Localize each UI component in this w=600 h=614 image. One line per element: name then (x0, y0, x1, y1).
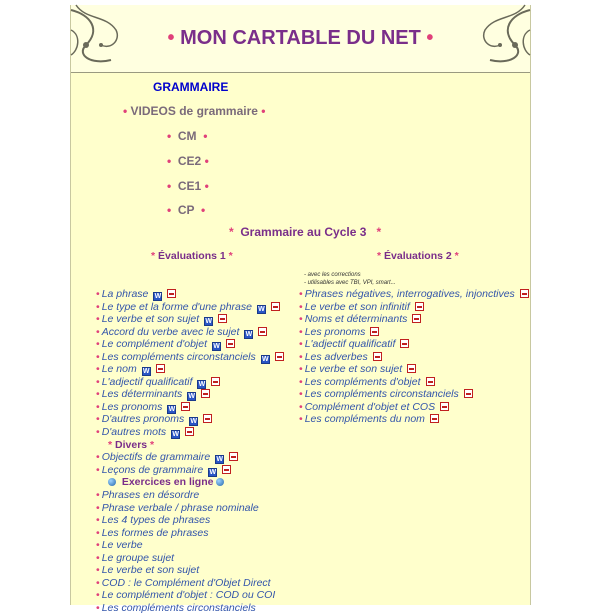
list-item[interactable]: • Les compléments du nom (299, 413, 529, 426)
list-item[interactable]: • D'autres pronoms W (96, 413, 284, 426)
level-ce2-link[interactable]: • CE2 • (167, 154, 209, 168)
page-container (70, 5, 531, 605)
word-doc-icon[interactable]: W (167, 405, 176, 414)
list-item[interactable]: • Objectifs de grammaire W (96, 451, 238, 464)
list-item[interactable]: • L'adjectif qualificatif (299, 338, 529, 351)
level-ce1-link[interactable]: • CE1 • (167, 179, 209, 193)
pdf-doc-icon[interactable] (520, 289, 529, 298)
pdf-doc-icon[interactable] (226, 339, 235, 348)
evaluations2-note-corrections: - avec les corrections (304, 272, 361, 278)
list-item[interactable]: • Le verbe et son sujet (299, 363, 529, 376)
divers-title: * Divers * (108, 439, 154, 451)
pdf-doc-icon[interactable] (400, 339, 409, 348)
list-item[interactable]: • Les formes de phrases (96, 527, 275, 540)
pdf-doc-icon[interactable] (201, 389, 210, 398)
pdf-doc-icon[interactable] (203, 414, 212, 423)
pdf-doc-icon[interactable] (229, 452, 238, 461)
list-item[interactable]: • Le type et la forme d'une phrase W (96, 301, 284, 314)
pdf-doc-icon[interactable] (271, 302, 280, 311)
word-doc-icon[interactable]: W (197, 380, 206, 389)
pdf-doc-icon[interactable] (218, 314, 227, 323)
word-doc-icon[interactable]: W (244, 330, 253, 339)
list-item[interactable]: • Noms et déterminants (299, 313, 529, 326)
word-doc-icon[interactable]: W (208, 468, 217, 477)
pdf-doc-icon[interactable] (464, 389, 473, 398)
evaluations2-title: * Évaluations 2 * (377, 250, 459, 262)
list-item[interactable]: • Le verbe et son infinitif (299, 301, 529, 314)
word-doc-icon[interactable]: W (212, 342, 221, 351)
pdf-doc-icon[interactable] (258, 327, 267, 336)
pdf-doc-icon[interactable] (373, 352, 382, 361)
pdf-doc-icon[interactable] (440, 402, 449, 411)
exercices-list (96, 489, 275, 614)
list-item[interactable]: • Les compléments circonstanciels (299, 388, 529, 401)
list-item[interactable]: • Complément d'objet et COS (299, 401, 529, 414)
level-cm-link[interactable]: • CM • (167, 129, 207, 143)
list-item[interactable]: • Phrase verbale / phrase nominale (96, 502, 275, 515)
list-item[interactable]: • Le complément d'objet W (96, 338, 284, 351)
word-doc-icon[interactable]: W (153, 292, 162, 301)
list-item[interactable]: • Les adverbes (299, 351, 529, 364)
evaluations1-list (96, 288, 284, 438)
videos-link[interactable]: • VIDEOS de grammaire • (123, 104, 265, 118)
list-item[interactable]: • Le verbe (96, 539, 275, 552)
ornament-right-icon (470, 5, 530, 72)
level-cp-link[interactable]: • CP • (167, 203, 205, 217)
exercices-title: Exercices en ligne (108, 476, 224, 488)
grammaire-link[interactable]: GRAMMAIRE (153, 80, 228, 94)
evaluations2-note-tbi: - utilisables avec TBI, VPI, smart... (304, 280, 396, 286)
pdf-doc-icon[interactable] (167, 289, 176, 298)
pdf-doc-icon[interactable] (211, 377, 220, 386)
list-item[interactable]: • Les déterminants W (96, 388, 284, 401)
word-doc-icon[interactable]: W (187, 392, 196, 401)
pdf-doc-icon[interactable] (415, 302, 424, 311)
pdf-doc-icon[interactable] (407, 364, 416, 373)
list-item[interactable]: • Les pronoms W (96, 401, 284, 414)
evaluations1-title: * Évaluations 1 * (151, 250, 233, 262)
word-doc-icon[interactable]: W (257, 305, 266, 314)
pdf-doc-icon[interactable] (412, 314, 421, 323)
site-title: • MON CARTABLE DU NET • (71, 27, 530, 50)
pdf-doc-icon[interactable] (430, 414, 439, 423)
list-item[interactable]: • La phrase W (96, 288, 284, 301)
word-doc-icon[interactable]: W (204, 317, 213, 326)
list-item[interactable]: • Les pronoms (299, 326, 529, 339)
list-item[interactable]: • Le complément d'objet : COD ou COI (96, 589, 275, 602)
pdf-doc-icon[interactable] (275, 352, 284, 361)
list-item[interactable]: • Phrases négatives, interrogatives, injonctives (299, 288, 529, 301)
pdf-doc-icon[interactable] (370, 327, 379, 336)
site-header (71, 5, 530, 73)
list-item[interactable]: • D'autres mots W (96, 426, 284, 439)
pdf-doc-icon[interactable] (426, 377, 435, 386)
word-doc-icon[interactable]: W (189, 417, 198, 426)
list-item[interactable]: • Les compléments d'objet (299, 376, 529, 389)
list-item[interactable]: • Les compléments circonstanciels (96, 602, 275, 614)
list-item[interactable]: • Phrases en désordre (96, 489, 275, 502)
pdf-doc-icon[interactable] (156, 364, 165, 373)
word-doc-icon[interactable]: W (142, 367, 151, 376)
pdf-doc-icon[interactable] (222, 465, 231, 474)
list-item[interactable]: • Le verbe et son sujet (96, 564, 275, 577)
globe-icon (108, 478, 116, 486)
list-item[interactable]: • Le groupe sujet (96, 552, 275, 565)
list-item[interactable]: • Accord du verbe avec le sujet W (96, 326, 284, 339)
list-item[interactable]: • Le verbe et son sujet W (96, 313, 284, 326)
list-item[interactable]: • COD : le Complément d'Objet Direct (96, 577, 275, 590)
globe-icon (216, 478, 224, 486)
list-item[interactable]: • Les 4 types de phrases (96, 514, 275, 527)
word-doc-icon[interactable]: W (215, 455, 224, 464)
pdf-doc-icon[interactable] (181, 402, 190, 411)
list-item[interactable]: • Leçons de grammaire W (96, 464, 238, 477)
word-doc-icon[interactable]: W (171, 430, 180, 439)
word-doc-icon[interactable]: W (261, 355, 270, 364)
list-item[interactable]: • Le nom W (96, 363, 284, 376)
list-item[interactable]: • L'adjectif qualificatif W (96, 376, 284, 389)
divers-list (96, 451, 238, 476)
list-item[interactable]: • Les compléments circonstanciels W (96, 351, 284, 364)
evaluations2-list (299, 288, 529, 426)
pdf-doc-icon[interactable] (185, 427, 194, 436)
cycle3-title: * Grammaire au Cycle 3 * (229, 225, 381, 239)
